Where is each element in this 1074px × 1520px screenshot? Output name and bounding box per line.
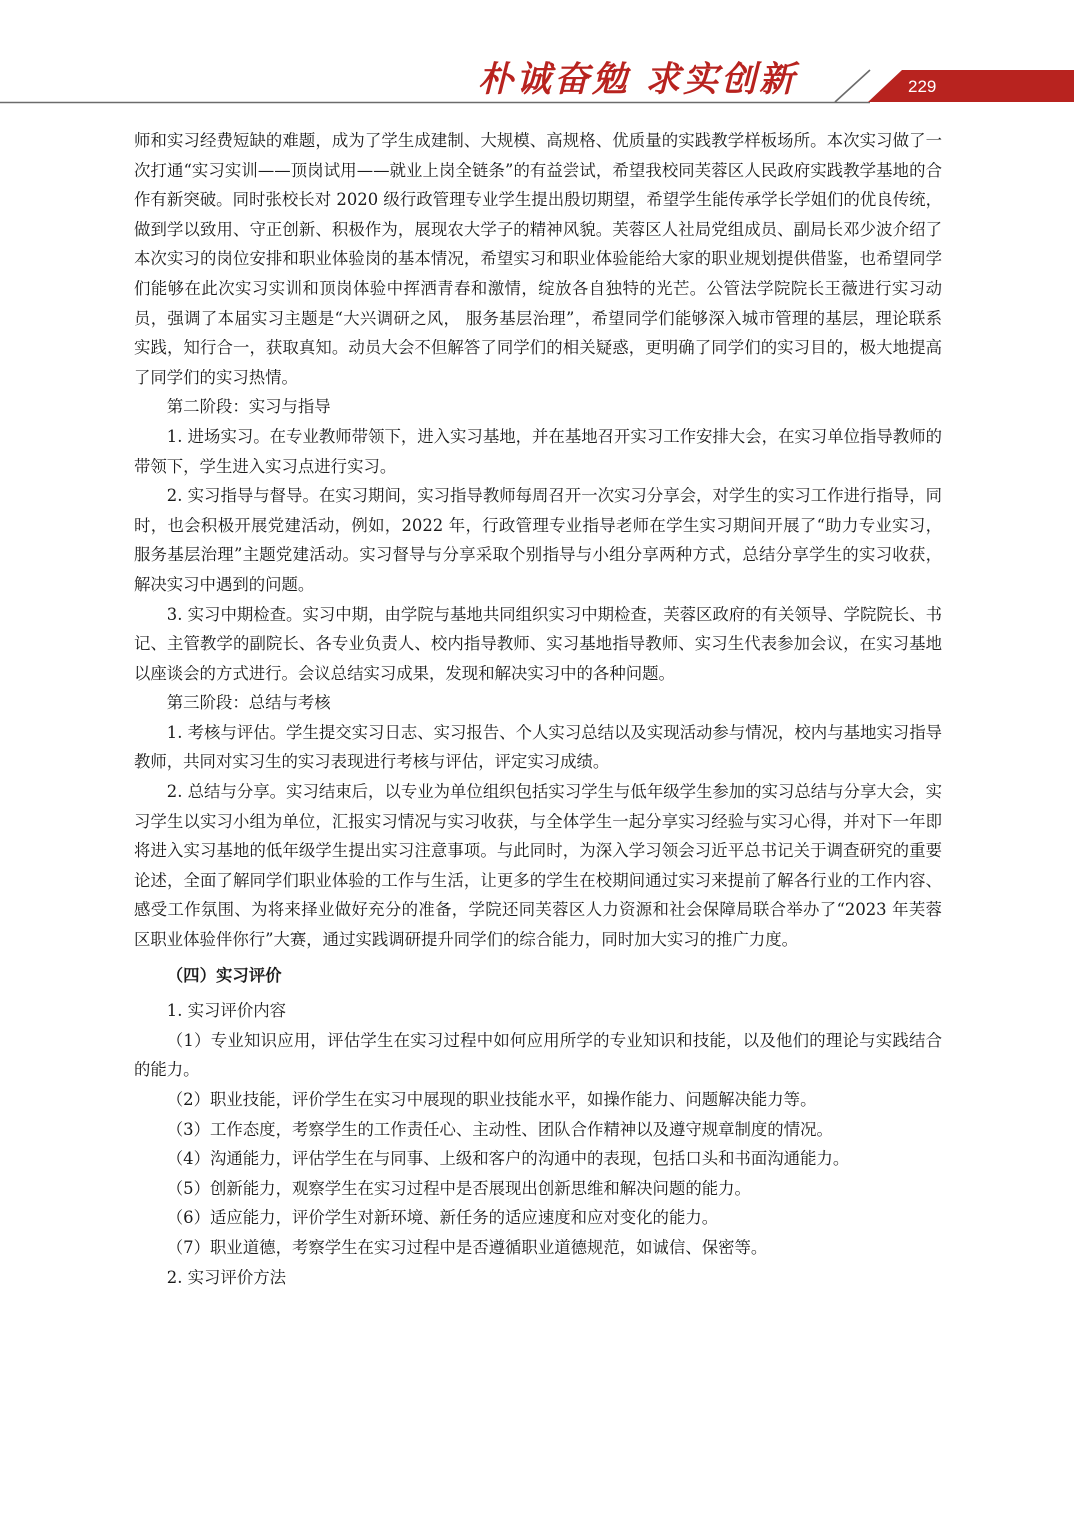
list-item: （2）职业技能，评价学生在实习中展现的职业技能水平，如操作能力、问题解决能力等。 [166, 1090, 817, 1109]
body-paragraph: 1. 考核与评估。学生提交实习日志、实习报告、个人实习总结以及实现活动参与情况，校内与基地实习指导教师，共同对实习生的实习表现进行考核与评估，评定实习成绩。 [134, 722, 942, 772]
section-heading: （四）实习评价 [166, 965, 282, 985]
body-paragraph: 2. 总结与分享。实习结束后，以专业为单位组织包括实习学生与低年级学生参加的实习总结与分享大会，实习学生以实习小组为单位，汇报实习情况与实习收获，与全体学生一起分享实习经验与实习心得，并对下一年即将进入实习基地的低年级学生提出实习注意事项。与此同时，为深入学习领会习近平总书记关于调查研究的重要论述，全面了解同学们职业体验的工作与生活，让更多的学生在校期间通过实习来提前了解各行业的工作内容、感受工作氛围、为将来择业做好充分的准备，学院还同芙蓉区人力资源和社会保障局联合举办了“2023 年芙蓉区职业体验伴你行”大赛，通过实践调研提升同学们的综合能力，同时加大实习的推广力度。 [134, 782, 942, 950]
page-number-tab [868, 70, 1074, 102]
body-paragraph: 1. 进场实习。在专业教师带领下，进入实习基地，并在基地召开实习工作安排大会，在实习单位指导教师的带领下，学生进入实习点进行实习。 [134, 426, 942, 476]
list-item: （5）创新能力，观察学生在实习过程中是否展现出创新思维和解决问题的能力。 [166, 1178, 751, 1198]
page-header [0, 0, 1074, 110]
stage-heading: 第二阶段：实习与指导 [166, 397, 331, 417]
body-paragraph: 师和实习经费短缺的难题，成为了学生成建制、大规模、高规格、优质量的实践教学样板场所。本次实习做了一次打通“实习实训——顶岗试用——就业上岗全链条”的有益尝试，希望我校同芙蓉区人民政府实践教学基地的合作有新突破。同时张校长对 2020 级行政管理专业学生提出殷切期望，希望学生能传承学长学姐们的优良传统，做到学以致用、守正创新、积极作为，展现农大学子的精神风貌。芙蓉区人社局党组成员、副局长邓少波介绍了本次实习的岗位安排和职业体验岗的基本情况，希望实习和职业体验能给大家的职业规划提供借鉴，也希望同学们能够在此次实习实训和顶岗体验中挥洒青春和激情，绽放各自独特的光芒。公管法学院院长王薇进行实习动员，强调了本届实习主题是“大兴调研之风， 服务基层治理”，希望同学们能够深入城市管理的基层，理论联系实践，知行合一，获取真知。动员大会不但解答了同学们的相关疑惑，更明确了同学们的实习目的，极大地提高了同学们的实习热情。 [134, 131, 942, 387]
list-item: （6）适应能力，评价学生对新环境、新任务的适应速度和应对变化的能力。 [166, 1208, 719, 1228]
stage-heading: 第三阶段：总结与考核 [166, 693, 331, 713]
list-item: （3）工作态度，考察学生的工作责任心、主动性、团队合作精神以及遵守规章制度的情况。 [166, 1119, 833, 1139]
body-paragraph: 2. 实习指导与督导。在实习期间，实习指导教师每周召开一次实习分享会，对学生的实习工作进行指导，同时，也会积极开展党建活动，例如，2022 年，行政管理专业指导老师在学生实习期间开展了“助力专业实习，服务基层治理”主题党建活动。实习督导与分享采取个别指导与小组分享两种方式，总结分享学生的实习收获，解决实习中遇到的问题。 [134, 486, 942, 594]
document-body [134, 126, 942, 1292]
list-item: 1. 实习评价内容 [166, 1001, 286, 1021]
list-item: 2. 实习评价方法 [166, 1267, 286, 1287]
body-paragraph: 3. 实习中期检查。实习中期，由学院与基地共同组织实习中期检查，芙蓉区政府的有关领导、学院院长、书记、主管教学的副院长、各专业负责人、校内指导教师、实习基地指导教师、实习生代表参加会议，在实习基地以座谈会的方式进行。会议总结实习成果，发现和解决实习中的各种问题。 [134, 604, 942, 683]
header-motto: 朴诚奋勉 求实创新 [478, 59, 798, 100]
list-item: （1）专业知识应用，评估学生在实习过程中如何应用所学的专业知识和技能，以及他们的理论与实践结合的能力。 [134, 1030, 942, 1080]
page-number: 229 [908, 77, 937, 96]
list-item: （4）沟通能力，评估学生在与同事、上级和客户的沟通中的表现，包括口头和书面沟通能力。 [166, 1149, 850, 1169]
list-item: （7）职业道德，考察学生在实习过程中是否遵循职业道德规范，如诚信、保密等。 [166, 1237, 768, 1257]
